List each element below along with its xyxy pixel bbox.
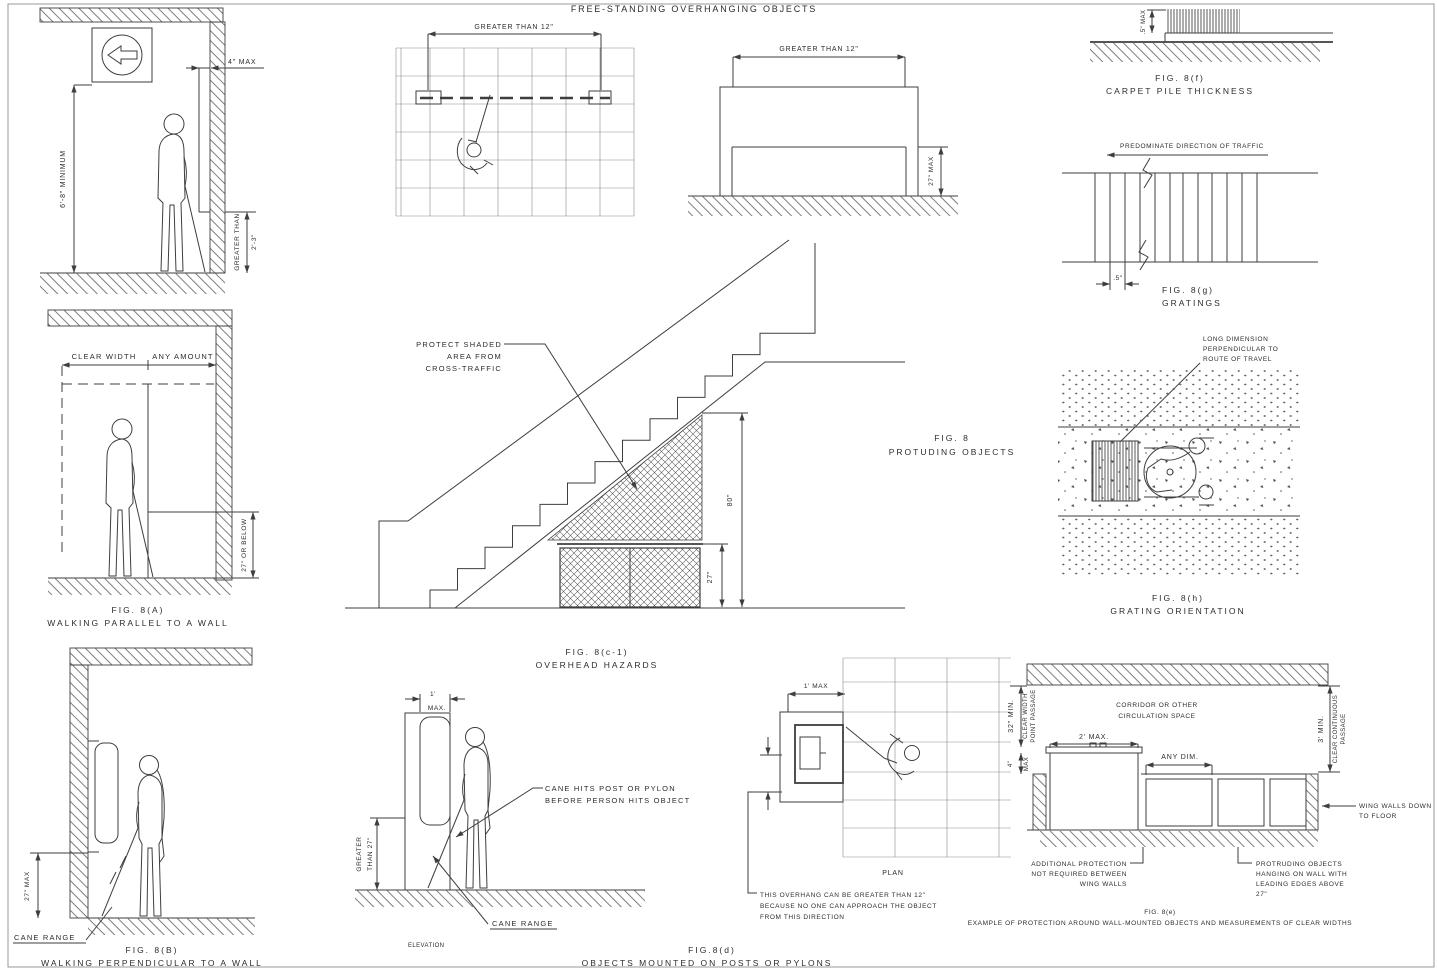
- fig-8c1-overhead-hazards: [345, 240, 905, 670]
- dim-half-inch: [1141, 10, 1166, 35]
- fig-8a-walking-parallel: [47, 310, 259, 628]
- left-arrow-icon: [108, 46, 137, 64]
- wall-mounted-object: [780, 712, 843, 802]
- note-line: PROTECT SHADED: [416, 340, 502, 349]
- note-line: 27": [1256, 891, 1268, 898]
- fig-caption: OVERHEAD HAZARDS: [535, 660, 659, 670]
- dim-label: MAX: [1024, 756, 1030, 772]
- dim-half-inch: [1096, 262, 1139, 290]
- dim-label: 27" MAX: [24, 871, 31, 901]
- fig-8b-walking-perpendicular: [13, 648, 263, 968]
- note-line: ADDITIONAL PROTECTION: [1031, 861, 1127, 868]
- dim-label: 80": [727, 493, 734, 507]
- note-line: LEADING EDGES ABOVE: [1256, 881, 1345, 888]
- clear-width-label: CLEAR WIDTH: [71, 352, 137, 361]
- top-wall-hatch: [48, 310, 232, 326]
- fig-caption: FIG. 8(B): [125, 945, 179, 955]
- fig-8f-carpet-pile: [1090, 9, 1333, 96]
- dim-label: POINT PASSAGE: [1031, 689, 1037, 743]
- ground-hatch: [688, 196, 958, 216]
- dim-label: ANY DIM.: [1161, 754, 1199, 761]
- left-wall-hatch: [70, 665, 88, 918]
- fig-8-title: [889, 433, 1016, 457]
- carpet-pile: [1166, 9, 1240, 33]
- dim-label: 4": [1008, 760, 1014, 768]
- note-line: CROSS-TRAFFIC: [425, 364, 502, 373]
- fig-caption: FIG. 8(e): [1144, 909, 1176, 916]
- dim-3ft-min: [1318, 686, 1347, 772]
- corridor-label: CIRCULATION SPACE: [1118, 713, 1196, 720]
- right-wall-hatch: [216, 326, 232, 580]
- dim-greater-than-12: [428, 24, 601, 90]
- fig-caption: GRATING ORIENTATION: [1110, 606, 1246, 616]
- note-line: THIS OVERHANG CAN BE GREATER THAN 12": [760, 892, 926, 899]
- fig-caption: FIG. 8(h): [1151, 593, 1205, 603]
- fig-caption: GRATINGS: [1162, 298, 1222, 308]
- dim-label: 4" MAX: [228, 59, 257, 66]
- ceiling-wall-hatch: [40, 8, 223, 22]
- any-amount-label: ANY AMOUNT: [152, 352, 214, 361]
- dim-label: 1': [429, 691, 437, 698]
- note-line: WING WALLS: [1079, 881, 1127, 888]
- dim-6ft8-min: [60, 85, 92, 273]
- traffic-label: PREDOMINATE DIRECTION OF TRAFFIC: [1120, 143, 1264, 150]
- fig-8g-gratings: [1062, 143, 1318, 308]
- fig-freestanding-plan: [396, 24, 634, 216]
- dim-label: GREATER THAN: [234, 213, 241, 271]
- fig-caption: FIG. 8(A): [111, 605, 165, 615]
- fig-caption: WALKING PARALLEL TO A WALL: [47, 618, 229, 628]
- fig-caption: FIG. 8(g): [1162, 285, 1215, 295]
- note-line: ROUTE OF TRAVEL: [1203, 356, 1273, 363]
- protect-note: [416, 340, 637, 489]
- sheet-title: FREE-STANDING OVERHANGING OBJECTS: [570, 4, 818, 14]
- dim-label: MAX.: [427, 705, 447, 712]
- fig-overhanging-sign: [40, 8, 264, 294]
- plan-view-person: [457, 95, 493, 174]
- dim-label: 3' MIN.: [1318, 715, 1325, 743]
- overhanging-object-outline: [720, 87, 918, 196]
- dim-label: PASSAGE: [1341, 713, 1347, 745]
- stair-guard-line: [408, 240, 789, 521]
- floor-hatch: [48, 578, 232, 595]
- corridor-label: CORRIDOR OR OTHER: [1116, 702, 1198, 709]
- fig-freestanding-elevation: [688, 46, 958, 216]
- ground-hatch: [355, 890, 645, 907]
- dim-greater-than-12: [733, 46, 905, 87]
- label: CANE RANGE: [14, 933, 76, 942]
- note-line: TO FLOOR: [1359, 813, 1397, 820]
- protruding-objects-note: [1238, 847, 1347, 898]
- dim-32-min: [1008, 686, 1037, 747]
- dim-27in: [700, 544, 728, 607]
- floor-hatch: [1090, 43, 1320, 62]
- wing-walls-note: [1322, 803, 1432, 820]
- under-stair-barrier: [557, 544, 703, 607]
- dim-1ft-max: [788, 683, 845, 712]
- arrow-sign: [92, 28, 152, 82]
- pylon: [405, 713, 450, 890]
- note-line: FROM THIS DIRECTION: [760, 914, 845, 921]
- dim-2ft-max: [1050, 734, 1138, 748]
- fig-caption: FIG. 8(f): [1155, 73, 1205, 83]
- note-line: WING WALLS DOWN: [1359, 803, 1432, 810]
- object-underside: [732, 147, 906, 196]
- fig-8e-wall-mounted-protection: [968, 664, 1432, 927]
- protruding-cabinet: [1046, 743, 1142, 830]
- fig-caption: FIG.8(d): [688, 945, 736, 955]
- floor-hatch: [40, 273, 225, 294]
- shaded-hazard-area: [548, 415, 702, 540]
- width-dim: [62, 360, 216, 370]
- dim-greater-than-27: [356, 818, 405, 890]
- dim-any-dim: [1146, 754, 1212, 775]
- fig-8d-plan: [582, 658, 1011, 968]
- overhang-dim: [760, 737, 782, 810]
- dim-1ft-max: [405, 691, 465, 712]
- dim-label: 2' MAX.: [1079, 734, 1109, 741]
- left-wing-wall: [1033, 774, 1046, 830]
- floor-hatch: [88, 918, 255, 935]
- dim-label: 27" OR BELOW: [241, 518, 248, 572]
- dim-4-max: [1008, 753, 1030, 774]
- fig-caption: WALKING PERPENDICULAR TO A WALL: [41, 958, 263, 968]
- pylon-sign: [420, 717, 450, 825]
- dim-label: GREATER THAN 12": [474, 24, 554, 31]
- note-line: NOT REQUIRED BETWEEN: [1031, 871, 1127, 878]
- fig-caption: PROTUDING OBJECTS: [888, 447, 1016, 457]
- additional-protection-note: [1031, 847, 1143, 888]
- right-wall-hatch: [210, 22, 225, 273]
- dim-label: GREATER THAN 12": [779, 46, 859, 53]
- dim-label: 27" MAX: [928, 156, 935, 186]
- label: CANE RANGE: [492, 919, 554, 928]
- corridor-wall-hatch: [1027, 664, 1328, 685]
- dim-label: 32" MIN.: [1008, 699, 1015, 733]
- note-line: BEFORE PERSON HITS OBJECT: [545, 796, 691, 805]
- note-line: PERPENDICULAR TO: [1203, 346, 1279, 353]
- fig-8h-grating-orientation: [1058, 336, 1300, 616]
- lower-landing: [379, 521, 408, 608]
- top-wall-hatch: [70, 648, 252, 665]
- note-line: PROTRUDING OBJECTS: [1256, 861, 1343, 868]
- fig-8d-elevation: [355, 691, 690, 949]
- floor-grid: [843, 658, 1011, 857]
- dim-label: .5" MAX: [1141, 9, 1147, 35]
- floor-grid: [396, 48, 634, 216]
- stipple-band-bottom: [1058, 517, 1300, 577]
- dim-label: 2'-3": [251, 234, 258, 250]
- fig-caption: CARPET PILE THICKNESS: [1106, 86, 1254, 96]
- dim-label: 6'-8" MINIMUM: [60, 150, 67, 208]
- fig-caption: OBJECTS MOUNTED ON POSTS OR PYLONS: [581, 958, 833, 968]
- right-wing-wall: [1306, 774, 1318, 830]
- note-line: BECAUSE NO ONE CAN APPROACH THE OBJECT: [760, 903, 937, 910]
- note-line: HANGING ON WALL WITH: [1256, 871, 1348, 878]
- fig-caption: FIG. 8(c-1): [565, 647, 629, 657]
- grating: [1092, 441, 1138, 501]
- note-line: CANE HITS POST OR PYLON: [545, 784, 676, 793]
- cane-sweep-arrows: [110, 856, 126, 884]
- note-line: LONG DIMENSION: [1203, 336, 1269, 343]
- lower-cabinet-run: [1141, 774, 1306, 826]
- dim-label: .5": [1113, 275, 1123, 282]
- dim-label: CLEAR WIDTH: [1023, 693, 1029, 739]
- note-line: AREA FROM: [447, 352, 502, 361]
- cane-hits-note: [456, 784, 690, 837]
- dim-greater-than-2ft3: [225, 212, 258, 273]
- dim-label: 27": [707, 570, 714, 584]
- dim-label: CLEAR CONTINUOUS: [1333, 694, 1339, 764]
- dim-label: GREATER: [356, 836, 363, 872]
- stipple-band-top: [1058, 368, 1300, 426]
- fig-caption: EXAMPLE OF PROTECTION AROUND WALL-MOUNTED OBJECTS AND MEASUREMENTS OF CLEAR WIDTHS: [967, 920, 1353, 927]
- dim-label: 1' MAX: [803, 683, 829, 690]
- wall-mounted-object: [88, 741, 118, 852]
- dim-label: THAN 27": [367, 837, 374, 871]
- wall-protrusion: [199, 68, 210, 212]
- elevation-label: ELEVATION: [408, 943, 445, 949]
- floor-hatch: [1040, 831, 1318, 847]
- plan-label: PLAN: [882, 870, 904, 877]
- overhang-note: [748, 792, 937, 921]
- fig-caption: FIG. 8: [934, 433, 970, 443]
- grating-bars: [1095, 173, 1257, 262]
- dim-27-max: [918, 147, 948, 196]
